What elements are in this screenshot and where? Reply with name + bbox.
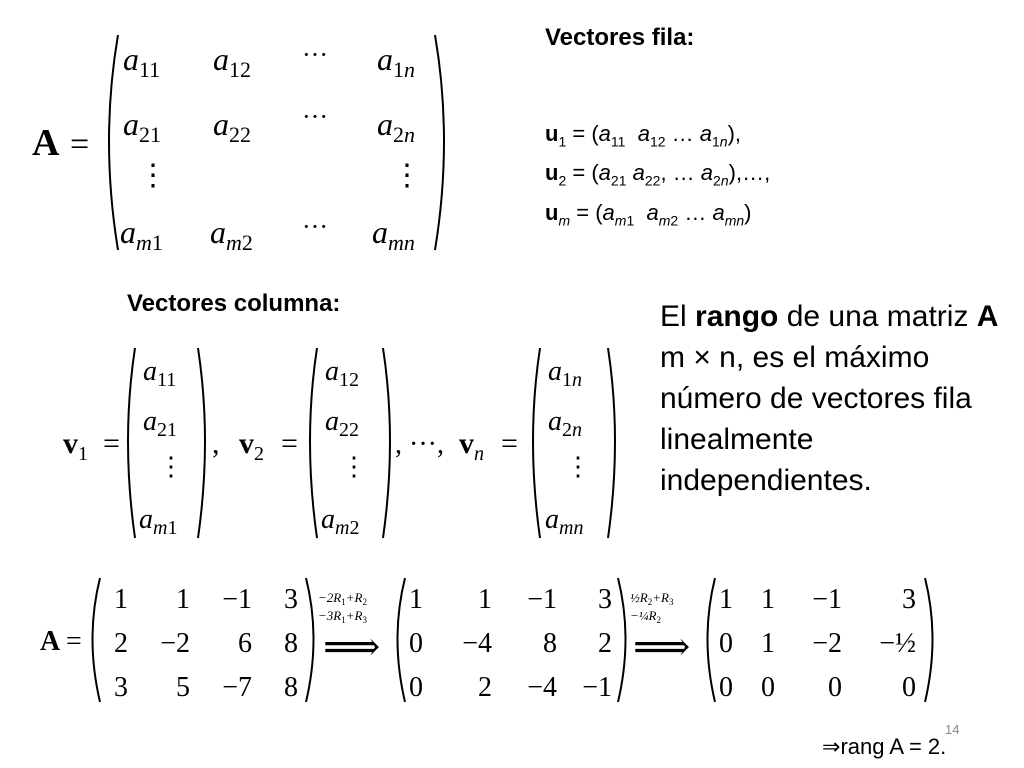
rank-conclusion: ⇒rang A = 2. bbox=[822, 734, 947, 759]
hdots-icon: ··· bbox=[302, 212, 328, 241]
svg-text:1: 1 bbox=[719, 584, 733, 615]
row-vector-list bbox=[545, 118, 770, 236]
svg-text:8: 8 bbox=[284, 628, 298, 659]
reduction-label: A bbox=[40, 626, 61, 657]
svg-text:0: 0 bbox=[902, 672, 916, 703]
m1-right-paren bbox=[306, 578, 314, 702]
svg-text:, ···,: , ···, bbox=[395, 429, 444, 460]
svg-text:a12: $a_{12}$ bbox=[213, 41, 251, 82]
svg-text:2: 2 bbox=[478, 672, 492, 703]
svg-text:0: 0 bbox=[828, 672, 842, 703]
matrix-a-row-2 bbox=[123, 102, 415, 147]
row-reduction bbox=[30, 570, 940, 710]
svg-text:3: 3 bbox=[598, 584, 612, 615]
column-vectors-heading: Vectores columna: bbox=[127, 290, 341, 317]
v2-left-paren bbox=[310, 348, 317, 538]
svg-text:a2n: $a_2n$ bbox=[548, 406, 582, 441]
svg-text:a21: $a_{21}$ bbox=[143, 406, 177, 441]
svg-text:a11: $a_{11}$ bbox=[143, 356, 177, 391]
svg-text:2: 2 bbox=[114, 628, 128, 659]
vn-right-paren bbox=[608, 348, 615, 538]
svg-text:−4: −4 bbox=[527, 672, 557, 703]
svg-text:−¼R2: $-\frac{1}{4}R_2$ bbox=[630, 608, 661, 625]
svg-text:am1: $a_m1$ bbox=[120, 214, 163, 255]
svg-text:a11: $a_{11}$ bbox=[123, 41, 161, 82]
svg-text:amn: $a_{mn}$ bbox=[545, 504, 584, 539]
svg-text:⋮: ⋮ bbox=[341, 452, 367, 481]
svg-text:3: 3 bbox=[114, 672, 128, 703]
hdots-icon: ··· bbox=[302, 40, 328, 69]
matrix-1-cells bbox=[114, 584, 298, 703]
svg-text:=: = bbox=[281, 427, 298, 460]
page-number: 14 bbox=[945, 722, 960, 737]
svg-text:a12: $a_{12}$ bbox=[325, 356, 359, 391]
svg-text:⋮: ⋮ bbox=[158, 452, 184, 481]
svg-text:1: 1 bbox=[114, 584, 128, 615]
svg-text:a22: $a_{22}$ bbox=[325, 406, 359, 441]
svg-text:2: 2 bbox=[598, 628, 612, 659]
m3-right-paren bbox=[925, 578, 933, 702]
matrix-a-label: A bbox=[32, 122, 60, 164]
matrix-a-left-paren bbox=[109, 35, 118, 250]
implies-arrow-icon: ⟹ bbox=[323, 624, 381, 669]
svg-text:6: 6 bbox=[238, 628, 252, 659]
svg-text:5: 5 bbox=[176, 672, 190, 703]
svg-text:0: 0 bbox=[761, 672, 775, 703]
matrix-a-right-paren bbox=[435, 35, 444, 250]
m2-right-paren bbox=[618, 578, 626, 702]
row-vector-u1: $u_1 = (a_{11}$ $a_{12}$ … $a_{1n}$), bbox=[545, 121, 742, 150]
m1-left-paren bbox=[93, 578, 101, 702]
operation-2 bbox=[630, 590, 674, 625]
v1-left-paren bbox=[128, 348, 135, 538]
rank-keyword: rango bbox=[695, 300, 779, 333]
svg-text:a22: $a_{22}$ bbox=[213, 106, 251, 147]
svg-text:−1: −1 bbox=[222, 584, 252, 615]
v1-right-paren bbox=[198, 348, 205, 538]
svg-text:3: 3 bbox=[284, 584, 298, 615]
operation-1 bbox=[318, 590, 367, 625]
rank-matrix-name: A bbox=[976, 300, 999, 333]
vn-left-paren bbox=[533, 348, 540, 538]
m3-left-paren bbox=[708, 578, 716, 702]
hdots-icon: ··· bbox=[302, 102, 328, 131]
svg-text:−1: −1 bbox=[527, 584, 557, 615]
svg-text:0: 0 bbox=[409, 628, 423, 659]
svg-text:1: 1 bbox=[761, 628, 775, 659]
svg-text:0: 0 bbox=[719, 628, 733, 659]
svg-text:1: 1 bbox=[176, 584, 190, 615]
svg-text:−4: −4 bbox=[462, 628, 492, 659]
svg-text:am1: $a_m1$ bbox=[139, 504, 178, 539]
svg-text:−2: −2 bbox=[160, 628, 190, 659]
matrix-a-equals: = bbox=[70, 126, 90, 163]
vdots-icon: ⋮ bbox=[138, 159, 168, 192]
svg-text:1: 1 bbox=[409, 584, 423, 615]
svg-text:0: 0 bbox=[719, 672, 733, 703]
matrix-2-cells bbox=[409, 584, 612, 703]
svg-text:1: 1 bbox=[761, 584, 775, 615]
svg-text:−2: −2 bbox=[812, 628, 842, 659]
implies-icon: ⇒ bbox=[822, 734, 841, 759]
svg-text:=: = bbox=[66, 626, 82, 657]
svg-text:−2R1+R2: $-2R_1+R_2$ bbox=[318, 590, 367, 607]
v1-label: $v_1$ bbox=[63, 427, 88, 465]
svg-text:,: , bbox=[212, 427, 220, 460]
svg-text:0: 0 bbox=[409, 672, 423, 703]
svg-text:−1: −1 bbox=[582, 672, 612, 703]
svg-text:am2: $a_m2$ bbox=[210, 214, 253, 255]
svg-text:8: 8 bbox=[284, 672, 298, 703]
vdots-icon: ⋮ bbox=[392, 159, 422, 192]
matrix-a-general bbox=[20, 25, 460, 265]
svg-text:8: 8 bbox=[543, 628, 557, 659]
svg-text:a1n: $a_1n$ bbox=[548, 356, 582, 391]
implies-arrow-icon: ⟹ bbox=[633, 624, 691, 669]
rank-definition: El rango de una matriz A m × n, es el máximo número de vectores fila linealmente independientes. bbox=[660, 300, 999, 497]
svg-text:amn: $a_{mn}$ bbox=[372, 214, 415, 255]
svg-text:½R2+R3: $\frac{1}{2}R_2+R_3$ bbox=[630, 590, 674, 607]
matrix-3-cells bbox=[719, 584, 916, 703]
svg-text:a21: $a_{21}$ bbox=[123, 106, 161, 147]
svg-text:3: 3 bbox=[902, 584, 916, 615]
svg-text:a2n: $a_2n$ bbox=[377, 106, 415, 147]
column-vectors bbox=[55, 340, 625, 545]
svg-text:=: = bbox=[501, 427, 518, 460]
row-vector-u2: $u_2 = (a_{21}$ $a_{22}$, … $a_{2n}),\dots$, bbox=[545, 160, 771, 189]
v2-right-paren bbox=[383, 348, 390, 538]
svg-text:−½: −½ bbox=[879, 628, 916, 659]
svg-text:⋮: ⋮ bbox=[565, 452, 591, 481]
svg-text:am2: $a_m2$ bbox=[321, 504, 360, 539]
vn-label: $v_n$ bbox=[459, 427, 484, 465]
v2-label: $v_2$ bbox=[239, 427, 264, 465]
matrix-a-row-m bbox=[120, 212, 415, 255]
m2-left-paren bbox=[398, 578, 406, 702]
svg-text:a1n: $a_1n$ bbox=[377, 41, 415, 82]
svg-text:−1: −1 bbox=[812, 584, 842, 615]
svg-text:1: 1 bbox=[478, 584, 492, 615]
row-vector-um: $u_m = (a_{m1}$ $a_{m2}$ … $a_{mn}$) bbox=[545, 199, 752, 229]
svg-text:−7: −7 bbox=[222, 672, 252, 703]
svg-text:−3R1+R3: $-3R_1+R_3$ bbox=[318, 608, 367, 625]
svg-text:=: = bbox=[103, 427, 120, 460]
row-vectors-heading: Vectores fila: bbox=[545, 24, 695, 51]
matrix-a-row-1 bbox=[123, 40, 415, 82]
